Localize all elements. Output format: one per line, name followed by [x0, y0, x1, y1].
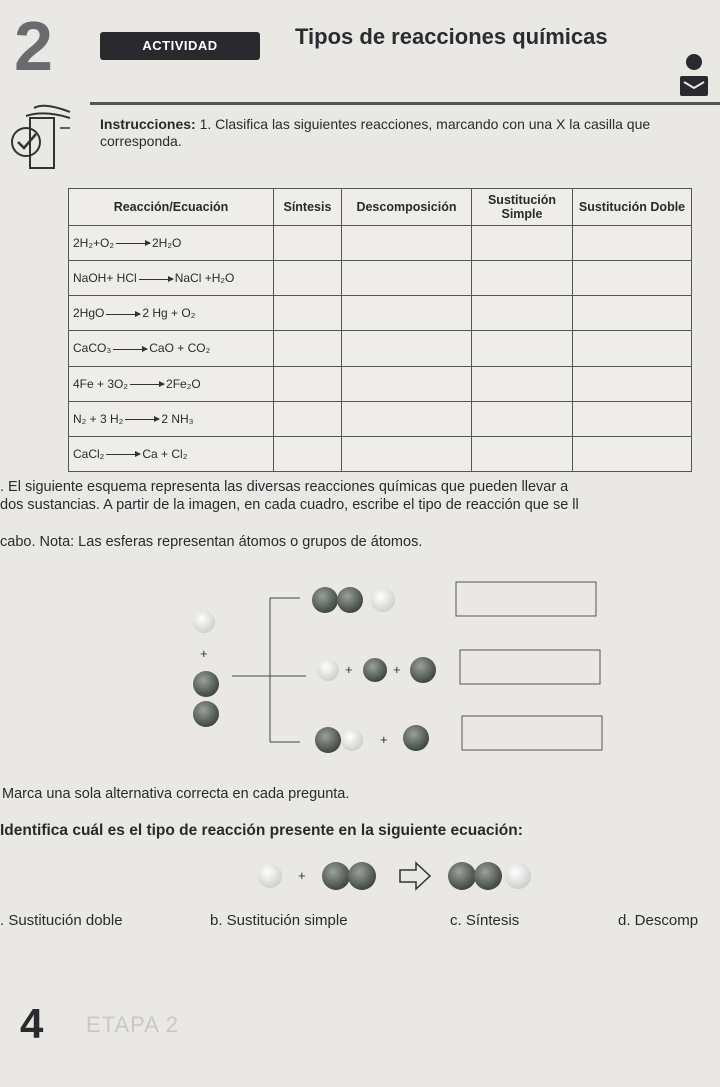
- equation-reactants: 4Fe + 3O₂: [73, 376, 129, 391]
- answer-cell-simple-substitution[interactable]: [472, 436, 573, 471]
- answer-cell-synthesis[interactable]: [274, 226, 342, 261]
- table-row: [69, 401, 692, 436]
- answer-cell-double-substitution[interactable]: [573, 226, 692, 261]
- dark-atom: [193, 701, 219, 727]
- instructions-label: Instrucciones:: [100, 116, 196, 132]
- answer-cell-decomposition[interactable]: [341, 401, 471, 436]
- light-atom: [258, 864, 282, 888]
- answer-cell-decomposition[interactable]: [341, 296, 471, 331]
- equation-products: NaCl +H₂O: [174, 271, 235, 286]
- answer-cell-decomposition[interactable]: [341, 331, 471, 366]
- equation-reactants: 2HgO: [73, 306, 105, 321]
- option-b[interactable]: b. Sustitución simple: [210, 912, 348, 929]
- dark-atom: [363, 658, 387, 682]
- option-a[interactable]: . Sustitución doble: [0, 912, 123, 929]
- reaction-arrow-icon: [125, 419, 159, 420]
- equation-products: 2H₂O: [152, 236, 182, 251]
- table-row: [69, 261, 692, 296]
- reaction-equation: [69, 331, 274, 366]
- header-synthesis: Síntesis: [274, 189, 342, 226]
- plus-sign: +: [200, 646, 208, 661]
- answer-box-3[interactable]: [462, 716, 602, 750]
- equation-reactants: 2H₂+O₂: [73, 236, 114, 251]
- table-row: [69, 436, 692, 471]
- answer-cell-synthesis[interactable]: [274, 296, 342, 331]
- answer-cell-simple-substitution[interactable]: [472, 226, 573, 261]
- dark-atom: [403, 725, 429, 751]
- dark-atom: [315, 727, 341, 753]
- instructions-text: 1. Clasifica las siguientes reacciones, marcando con una X la casilla que corresponda.: [100, 116, 651, 149]
- plus-sign: +: [345, 662, 353, 677]
- plus-sign: +: [298, 868, 306, 883]
- reaction-equation: [69, 436, 274, 471]
- next-activity-number: 4: [20, 1000, 44, 1047]
- header-decomposition: Descomposición: [341, 189, 471, 226]
- book-check-icon: [4, 104, 74, 170]
- answer-cell-synthesis[interactable]: [274, 366, 342, 401]
- equation-reactants: CaCl₂: [73, 446, 105, 461]
- header-divider: [90, 102, 720, 105]
- scheme-note: cabo. Nota: Las esferas representan átomos o grupos de átomos.: [0, 534, 423, 550]
- table-row: [69, 331, 692, 366]
- dark-atom: [322, 862, 350, 890]
- dark-atom: [312, 587, 338, 613]
- answer-cell-double-substitution[interactable]: [573, 331, 692, 366]
- answer-cell-double-substitution[interactable]: [573, 436, 692, 471]
- equation-products: Ca + Cl₂: [142, 446, 188, 461]
- reaction-equation: [69, 296, 274, 331]
- equation-products: CaO + CO₂: [149, 341, 211, 356]
- answer-cell-synthesis[interactable]: [274, 331, 342, 366]
- dark-atom: [410, 657, 436, 683]
- table-row: [69, 296, 692, 331]
- dark-atom: [193, 671, 219, 697]
- light-atom: [371, 588, 395, 612]
- reaction-arrow-icon: [400, 863, 430, 889]
- answer-box-1[interactable]: [456, 582, 596, 616]
- plus-sign: +: [380, 732, 388, 747]
- reaction-arrow-icon: [116, 243, 150, 244]
- answer-cell-decomposition[interactable]: [341, 436, 471, 471]
- answer-cell-synthesis[interactable]: [274, 436, 342, 471]
- answer-cell-simple-substitution[interactable]: [472, 261, 573, 296]
- table-header-row: [69, 189, 692, 226]
- header-double-substitution: Sustitución Doble: [573, 189, 692, 226]
- equation-products: 2 NH₃: [161, 411, 194, 426]
- reaction-arrow-icon: [139, 279, 173, 280]
- reaction-arrow-icon: [113, 349, 147, 350]
- dark-atom: [348, 862, 376, 890]
- instructions: [100, 116, 720, 150]
- equation-reactants: NaOH+ HCl: [73, 271, 137, 286]
- answer-cell-simple-substitution[interactable]: [472, 401, 573, 436]
- scheme-instructions-line-2: dos sustancias. A partir de la imagen, en cada cuadro, escribe el tipo de reacción que se ll: [0, 497, 579, 513]
- multiple-choice-instruction: Marca una sola alternativa correcta en cada pregunta.: [2, 786, 350, 802]
- scheme-instructions: [0, 478, 720, 514]
- reaction-equation-diagram: [250, 850, 550, 900]
- answer-cell-double-substitution[interactable]: [573, 401, 692, 436]
- answer-cell-double-substitution[interactable]: [573, 296, 692, 331]
- answer-cell-simple-substitution[interactable]: [472, 331, 573, 366]
- answer-cell-synthesis[interactable]: [274, 401, 342, 436]
- answer-cell-simple-substitution[interactable]: [472, 296, 573, 331]
- table-row: [69, 366, 692, 401]
- reaction-arrow-icon: [106, 454, 140, 455]
- scheme-instructions-line-1: . El siguiente esquema representa las diversas reacciones químicas que pueden llevar a: [0, 479, 569, 495]
- reaction-equation: [69, 226, 274, 261]
- reaction-table: [68, 188, 692, 472]
- reaction-equation: [69, 366, 274, 401]
- table-row: [69, 226, 692, 261]
- light-atom: [341, 729, 363, 751]
- reaction-equation: [69, 261, 274, 296]
- answer-cell-decomposition[interactable]: [341, 226, 471, 261]
- option-d[interactable]: d. Descomp: [618, 912, 699, 929]
- answer-cell-double-substitution[interactable]: [573, 261, 692, 296]
- stage-label: ETAPA 2: [86, 1012, 180, 1037]
- page-title: Tipos de reacciones químicas: [295, 24, 608, 49]
- reaction-arrow-icon: [106, 314, 140, 315]
- activity-number: 2: [14, 7, 53, 85]
- option-c[interactable]: c. Síntesis: [450, 912, 520, 929]
- equation-products: 2 Hg + O₂: [142, 306, 196, 321]
- answer-cell-synthesis[interactable]: [274, 261, 342, 296]
- plus-sign: +: [393, 662, 401, 677]
- equation-reactants: N₂ + 3 H₂: [73, 411, 124, 426]
- dark-atom: [474, 862, 502, 890]
- answer-cell-decomposition[interactable]: [341, 366, 471, 401]
- header-simple-substitution: Sustitución Simple: [472, 189, 573, 226]
- answer-cell-decomposition[interactable]: [341, 261, 471, 296]
- light-atom: [317, 659, 339, 681]
- reaction-arrow-icon: [130, 384, 164, 385]
- header-reaction: Reacción/Ecuación: [69, 189, 274, 226]
- answer-box-2[interactable]: [460, 650, 600, 684]
- person-icon: [676, 52, 712, 98]
- activity-badge: ACTIVIDAD: [100, 32, 260, 60]
- answer-cell-simple-substitution[interactable]: [472, 366, 573, 401]
- question-text: Identifica cuál es el tipo de reacción presente en la siguiente ecuación:: [0, 822, 523, 839]
- reaction-equation: [69, 401, 274, 436]
- light-atom: [193, 611, 215, 633]
- light-atom: [505, 863, 531, 889]
- equation-products: 2Fe₂O: [166, 376, 201, 391]
- dark-atom: [337, 587, 363, 613]
- reaction-scheme-diagram: [180, 570, 620, 770]
- dark-atom: [448, 862, 476, 890]
- answer-cell-double-substitution[interactable]: [573, 366, 692, 401]
- equation-reactants: CaCO₃: [73, 341, 112, 356]
